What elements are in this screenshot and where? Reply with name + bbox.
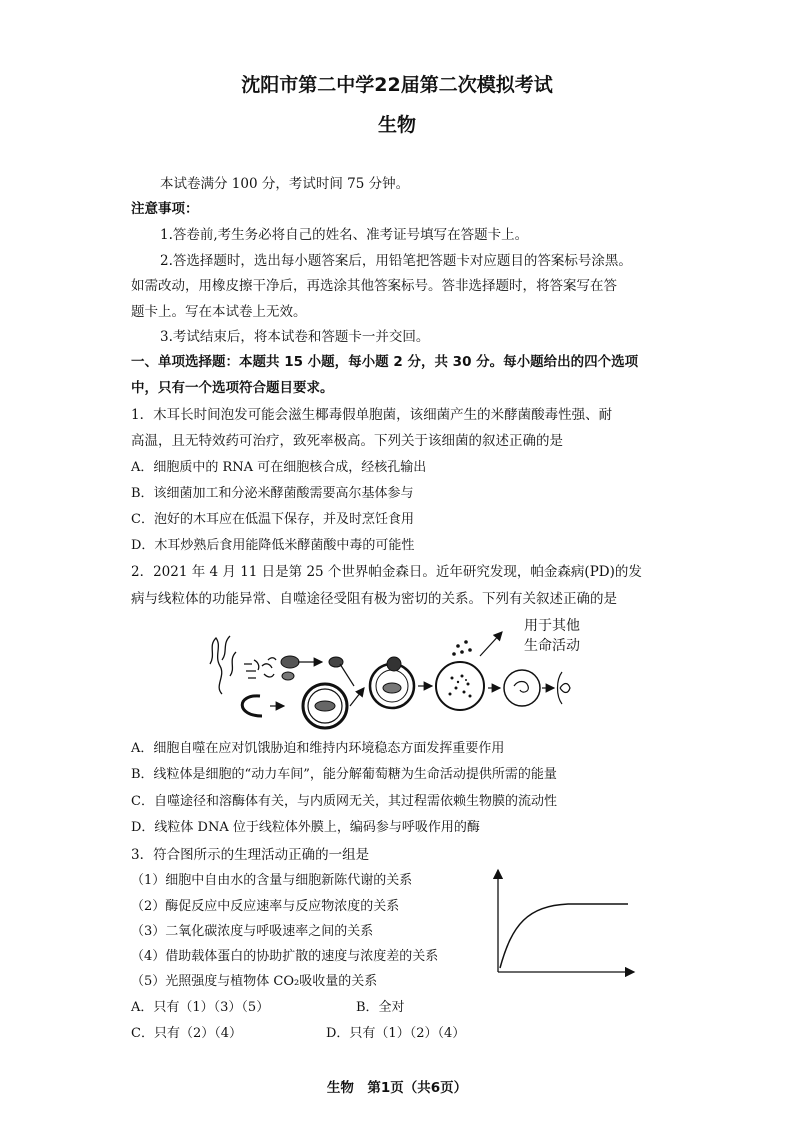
q3-item-3: （3）二氧化碳浓度与呼吸速率之间的关系	[131, 924, 374, 939]
mitochondrion-small-2	[282, 672, 294, 680]
q3-option-c: C．只有（2）（4）	[131, 1026, 242, 1041]
section1-heading-b: 中，只有一个选项符合题目要求。	[131, 380, 334, 396]
q2-stem-a: 2．2021 年 4 月 11 日是第 25 个世界帕金森日。近年研究发现，帕金森病(PD)的发	[131, 564, 642, 580]
q2-option-a: A．细胞自噬在应对饥饿胁迫和维持内环境稳态方面发挥重要作用	[131, 741, 505, 756]
q2-option-c: C．自噬途径和溶酶体有关，与内质网无关，其过程需依赖生物膜的流动性	[131, 794, 557, 809]
curve-line	[500, 904, 628, 968]
q3-option-d: D．只有（1）（2）（4）	[326, 1026, 466, 1041]
q2-option-b: B．线粒体是细胞的“动力车间”，能分解葡萄糖为生命活动提供所需的能量	[131, 767, 557, 782]
released-molecules	[452, 640, 472, 656]
er-structure	[210, 636, 276, 694]
q3-item-1: （1）细胞中自由水的含量与细胞新陈代谢的关系	[131, 873, 413, 888]
section1-heading-a: 一、单项选择题：本题共 15 小题，每小题 2 分，共 30 分。每小题给出的四个选项	[131, 354, 639, 370]
membrane-exocytosis	[558, 672, 571, 704]
mitochondrion-small-1	[281, 656, 299, 668]
q1-option-d: D．木耳炒熟后食用能降低米酵菌酸中毒的可能性	[131, 538, 415, 553]
phagophore	[242, 696, 262, 716]
notice-title: 注意事项：	[131, 201, 199, 217]
q3-item-2: （2）酶促反应中反应速率与反应物浓度的关系	[131, 899, 400, 914]
figure-label-1: 用于其他	[524, 618, 580, 634]
degradation-vesicle	[436, 662, 484, 710]
subject-title: 生物	[377, 114, 416, 136]
residual-body	[504, 670, 540, 706]
autophagy-figure	[200, 616, 620, 732]
figure-label-2: 生命活动	[524, 638, 580, 654]
score-line: 本试卷满分 100 分，考试时间 75 分钟。	[160, 176, 410, 192]
exam-title: 沈阳市第二中学22届第二次模拟考试	[241, 74, 553, 96]
q1-option-b: B．该细菌加工和分泌米酵菌酸需要高尔基体参与	[131, 486, 414, 501]
q1-stem-b: 高温，且无特效药可治疗，致死率极高。下列关于该细菌的叙述正确的是	[131, 433, 563, 449]
q1-option-c: C．泡好的木耳应在低温下保存，并及时烹饪食用	[131, 512, 414, 527]
notice-1: 1.答卷前,考生务必将自己的姓名、准考证号填写在答题卡上。	[160, 227, 529, 243]
q2-option-d: D．线粒体 DNA 位于线粒体外膜上，编码参与呼吸作用的酶	[131, 820, 480, 835]
q3-option-a: A．只有（1）（3）（5）	[131, 1000, 270, 1015]
q3-option-b: B．全对	[356, 1000, 405, 1015]
q3-item-5: （5）光照强度与植物体 CO₂吸收量的关系	[131, 974, 378, 989]
page-footer: 生物 第1页（共6页）	[326, 1080, 468, 1096]
q3-item-4: （4）借助载体蛋白的协助扩散的速度与浓度差的关系	[131, 949, 439, 964]
q2-stem-b: 病与线粒体的功能异常、自噬途径受阻有极为密切的关系。下列有关叙述正确的是	[131, 591, 617, 607]
notice-2b: 如需改动，用橡皮擦干净后，再选涂其他答案标号。答非选择题时，将答案写在答	[131, 278, 617, 294]
notice-3: 3.考试结束后，将本试卷和答题卡一并交回。	[160, 329, 430, 345]
notice-2c: 题卡上。写在本试卷上无效。	[131, 304, 307, 320]
q1-option-a: A．细胞质中的 RNA 可在细胞核合成，经核孔输出	[131, 460, 427, 475]
q3-stem: 3．符合图所示的生理活动正确的一组是	[131, 847, 370, 863]
q1-stem-a: 1．木耳长时间泡发可能会滋生椰毒假单胞菌，该细菌产生的米酵菌酸毒性强、耐	[131, 407, 613, 423]
saturation-curve-graph	[488, 864, 638, 980]
notice-2a: 2.答选择题时，选出每小题答案后，用铅笔把答题卡对应题目的答案标号涂黑。	[160, 253, 632, 269]
